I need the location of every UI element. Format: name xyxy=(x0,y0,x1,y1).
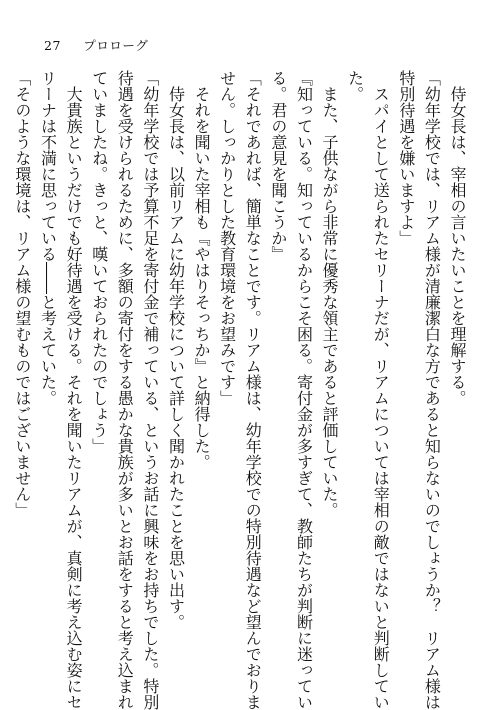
page-number: 27 xyxy=(44,38,61,53)
text-line: スパイとして送られたセリーナだが、リアムについては宰相の敵ではないと判断してい xyxy=(371,70,391,710)
running-head xyxy=(44,36,148,54)
text-line: 侍女長は、以前リアムに幼年学校について詳しく聞かれたことを思い出す。 xyxy=(166,70,186,630)
chapter-title: プロローグ xyxy=(83,38,149,53)
text-line: せん。しっかりとした教育環境をお望みです」 xyxy=(217,70,237,406)
text-line: また、子供ながら非常に優秀な領主であると評価していた。 xyxy=(320,70,340,518)
text-line: ていましたね。きっと、嘆いておられたのでしょう」 xyxy=(89,70,109,454)
text-line: 「そのような環境は、リアム様の望むものではございません」 xyxy=(12,70,32,518)
text-line: 大貴族というだけでも好待遇を受ける。それを聞いたリアムが、真剣に考え込む姿にセ xyxy=(64,70,84,710)
text-line: る。君の意見を聞こうか』 xyxy=(268,70,288,262)
text-line: 待遇を受けられるために、多額の寄付をする愚かな貴族が多いとお話をすると考え込まれ xyxy=(115,70,135,710)
text-line: リーナは不満に思っている――と考えていた。 xyxy=(38,70,58,406)
text-line: 「幼年学校では予算不足を寄付金で補っている、というお話に興味をお持ちでした。特別 xyxy=(140,70,160,710)
text-line: 侍女長は、宰相の言いたいことを理解する。 xyxy=(448,70,467,406)
text-line: た。 xyxy=(345,70,365,102)
text-line: 特別待遇を嫌いますよ」 xyxy=(396,70,416,246)
text-line: それを聞いた宰相も『やはりそっちか』と納得した。 xyxy=(192,70,212,470)
text-line: 「幼年学校では、リアム様が清廉潔白な方であると知らないのでしょうか？ リアム様は xyxy=(422,70,442,710)
text-line: 「それであれば、簡単なことです。リアム様は、幼年学校での特別待遇など望んでおりま xyxy=(243,70,263,710)
text-line: 『知っている。知っているからこそ困る。寄付金が多すぎて、教師たちが判断に迷ってい xyxy=(294,70,314,710)
body-text xyxy=(12,70,470,710)
